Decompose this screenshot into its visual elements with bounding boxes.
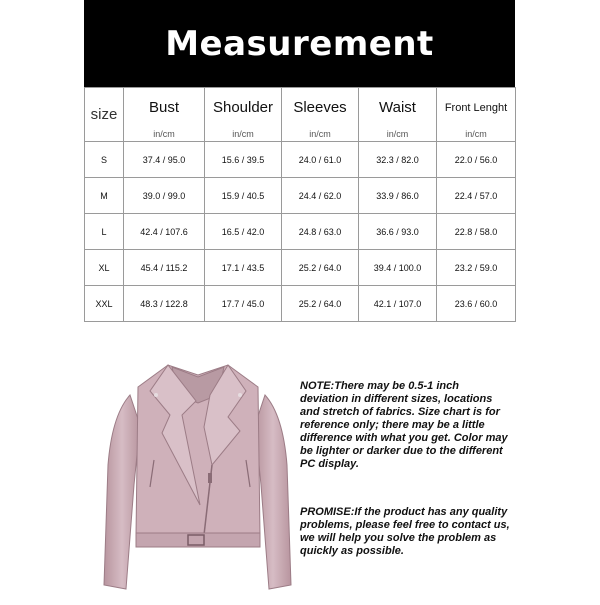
size-chart-table xyxy=(84,87,516,322)
table-cell: 42.4 / 107.6 xyxy=(124,214,205,250)
table-cell: 33.9 / 86.0 xyxy=(359,178,437,214)
table-cell: 25.2 / 64.0 xyxy=(282,286,359,322)
column-header-sleeves: Sleeves xyxy=(282,88,359,128)
table-cell: 22.0 / 56.0 xyxy=(437,142,516,178)
note-text: NOTE:There may be 0.5-1 inch deviation in different sizes, locations and stretch of fabrics. Size chart is for reference only; there may be a little difference with what you get. Color may be lighter or darker due to the different PC display. xyxy=(300,380,508,470)
table-row xyxy=(85,250,516,286)
table-cell: 37.4 / 95.0 xyxy=(124,142,205,178)
promise-text: PROMISE:If the product has any quality problems, please feel free to contact us, we will help you solve the problem as quickly as possible. xyxy=(300,506,510,557)
table-cell: 16.5 / 42.0 xyxy=(205,214,282,250)
table-cell: 24.0 / 61.0 xyxy=(282,142,359,178)
header-banner xyxy=(84,0,515,87)
table-cell: 15.9 / 40.5 xyxy=(205,178,282,214)
table-cell: 23.2 / 59.0 xyxy=(437,250,516,286)
table-row xyxy=(85,142,516,178)
unit-row xyxy=(85,128,516,142)
table-header-row xyxy=(85,88,516,128)
jacket-icon xyxy=(100,355,295,600)
table-cell: 17.7 / 45.0 xyxy=(205,286,282,322)
table-cell: 32.3 / 82.0 xyxy=(359,142,437,178)
unit-label: in/cm xyxy=(124,128,205,142)
table-cell: 24.8 / 63.0 xyxy=(282,214,359,250)
column-header-shoulder: Shoulder xyxy=(205,88,282,128)
table-row xyxy=(85,178,516,214)
unit-label: in/cm xyxy=(282,128,359,142)
table-cell: 36.6 / 93.0 xyxy=(359,214,437,250)
size-column-header: size xyxy=(85,88,124,142)
table-cell: 22.8 / 58.0 xyxy=(437,214,516,250)
table-cell: 15.6 / 39.5 xyxy=(205,142,282,178)
table-cell: 25.2 / 64.0 xyxy=(282,250,359,286)
table-cell: 24.4 / 62.0 xyxy=(282,178,359,214)
table-cell: 48.3 / 122.8 xyxy=(124,286,205,322)
unit-label: in/cm xyxy=(205,128,282,142)
column-header-waist: Waist xyxy=(359,88,437,128)
column-header-bust: Bust xyxy=(124,88,205,128)
table-cell: 39.4 / 100.0 xyxy=(359,250,437,286)
size-cell: XL xyxy=(85,250,124,286)
table-row xyxy=(85,214,516,250)
table-cell: 39.0 / 99.0 xyxy=(124,178,205,214)
table-cell: 23.6 / 60.0 xyxy=(437,286,516,322)
unit-label: in/cm xyxy=(359,128,437,142)
size-cell: S xyxy=(85,142,124,178)
table-cell: 45.4 / 115.2 xyxy=(124,250,205,286)
page-title: Measurement xyxy=(165,23,434,64)
column-header-front-length: Front Lenght xyxy=(437,88,516,128)
size-cell: XXL xyxy=(85,286,124,322)
table-cell: 42.1 / 107.0 xyxy=(359,286,437,322)
table-row xyxy=(85,286,516,322)
jacket-image xyxy=(100,355,295,600)
table-cell: 17.1 / 43.5 xyxy=(205,250,282,286)
unit-label: in/cm xyxy=(437,128,516,142)
size-cell: L xyxy=(85,214,124,250)
table-cell: 22.4 / 57.0 xyxy=(437,178,516,214)
size-cell: M xyxy=(85,178,124,214)
